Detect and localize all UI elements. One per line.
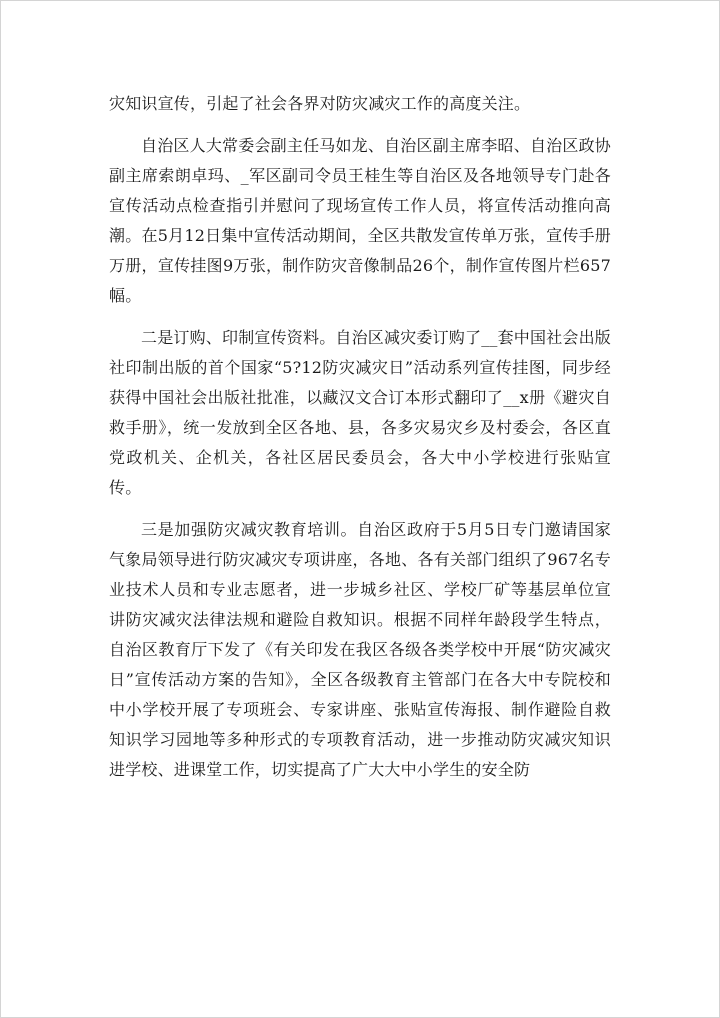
- paragraph-3: 二是订购、印制宣传资料。自治区减灾委订购了__套中国社会出版社印制出版的首个国家“5?12防灾减灾日”活动系列宣传挂图，同步经获得中国社会出版社批准，以藏汉文合订本形式翻印了__x册《避灾自救手册》，统一发放到全区各地、县，各多灾易灾乡及村委会，各区直党政机关、企机关，各社区居民委员会，各大中小学校进行张贴宣传。: [109, 328, 612, 497]
- paragraph-2: 自治区人大常委会副主任马如龙、自治区副主席李昭、自治区政协副主席索朗卓玛、_军区副司令员王桂生等自治区及各地领导专门赴各宣传活动点检查指引并慰问了现场宣传工作人员，将宣传活动推向高潮。在5月12日集中宣传活动期间，全区共散发宣传单万张，宣传手册万册，宣传挂图9万张，制作防灾音像制品26个，制作宣传图片栏657幅。: [109, 136, 611, 305]
- document-body: [109, 89, 611, 785]
- paragraph-4: 三是加强防灾减灾教育培训。自治区政府于5月5日专门邀请国家气象局领导进行防灾减灾专项讲座，各地、各有关部门组织了967名专业技术人员和专业志愿者，进一步城乡社区、学校厂矿等基层单位宣讲防灾减灾法律法规和避险自救知识。根据不同样年龄段学生特点，自治区教育厅下发了《有关印发在我区各级各类学校中开展“防灾减灾日”宣传活动方案的告知》，全区各级教育主管部门在各大中专院校和中小学校开展了专项班会、专家讲座、张贴宣传海报、制作避险自救知识学习园地等多种形式的专项教育活动，进一步推动防灾减灾知识进学校、进课堂工作，切实提高了广大大中小学生的安全防: [109, 520, 611, 779]
- paragraph-1: 灾知识宣传，引起了社会各界对防灾减灾工作的高度关注。: [109, 94, 531, 113]
